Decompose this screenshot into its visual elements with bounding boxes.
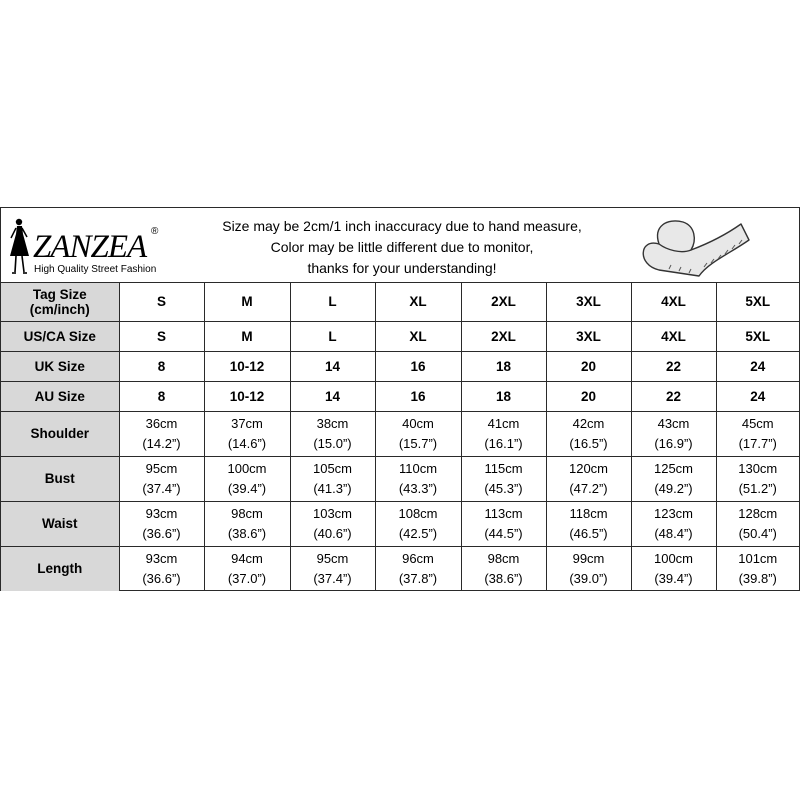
row-label	[1, 351, 119, 381]
inch-value: (39.0”)	[569, 570, 608, 586]
table-row	[1, 546, 799, 591]
table-row	[1, 501, 799, 546]
measuring-tape-icon	[629, 210, 769, 280]
inch-value: (37.0”)	[227, 570, 267, 586]
cm-value: 113cm	[484, 505, 523, 521]
row-label-line: Length	[37, 561, 83, 577]
size-cell: 20	[546, 381, 631, 411]
row-label-line: Bust	[44, 471, 75, 486]
inch-value: (16.9”)	[654, 435, 693, 451]
inch-value: (48.4”)	[654, 525, 693, 541]
size-cell: 18	[461, 351, 546, 381]
row-label	[1, 321, 119, 351]
table-row	[1, 283, 799, 321]
inch-value: (47.2”)	[569, 480, 608, 496]
size-table	[1, 283, 799, 591]
row-label-line: AU Size	[34, 388, 85, 404]
inch-value: (15.0”)	[313, 435, 352, 451]
cm-value: 105cm	[312, 460, 353, 476]
woman-silhouette-icon	[5, 216, 35, 276]
measurement-cell	[119, 501, 204, 546]
table-row	[1, 381, 799, 411]
measurement-cell	[716, 456, 799, 501]
row-label-line: (cm/inch)	[29, 301, 90, 317]
measurement-cell	[204, 456, 290, 501]
cm-value: 45cm	[741, 415, 774, 431]
cm-value: 36cm	[145, 415, 178, 431]
measurement-cell	[546, 546, 631, 591]
inch-value: (49.2”)	[654, 480, 693, 496]
table-row	[1, 351, 799, 381]
size-cell: 16	[375, 351, 461, 381]
measurement-cell	[290, 501, 375, 546]
measurement-cell	[375, 411, 461, 456]
cm-value: 40cm	[402, 415, 434, 431]
cm-value: 41cm	[487, 415, 520, 431]
inch-value: (16.1”)	[484, 435, 523, 451]
size-cell: XL	[375, 283, 461, 321]
inch-value: (43.3”)	[398, 480, 438, 496]
cm-value: 125cm	[653, 460, 694, 476]
cm-value: 43cm	[657, 415, 690, 431]
measurement-cell	[546, 456, 631, 501]
measurement-cell	[546, 411, 631, 456]
size-cell: 10-12	[204, 351, 290, 381]
measurement-cell	[204, 501, 290, 546]
size-cell: L	[290, 283, 375, 321]
measurement-cell	[631, 501, 716, 546]
inch-value: (50.4”)	[738, 525, 777, 541]
cm-value: 94cm	[231, 550, 263, 566]
measurement-cell	[461, 501, 546, 546]
inch-value: (39.8”)	[738, 570, 777, 586]
inch-value: (14.6”)	[227, 435, 267, 451]
row-label	[1, 501, 119, 546]
measurement-cell	[716, 546, 799, 591]
measurement-cell	[461, 456, 546, 501]
notice-line: Color may be little different due to monitor,	[270, 239, 534, 255]
size-cell: 3XL	[546, 321, 631, 351]
cm-value: 123cm	[653, 505, 694, 521]
cm-value: 98cm	[487, 550, 520, 566]
notice-line: Size may be 2cm/1 inch inaccuracy due to hand measure,	[222, 218, 582, 234]
row-label	[1, 456, 119, 501]
measurement-cell	[290, 546, 375, 591]
size-cell: 5XL	[716, 283, 799, 321]
row-label	[1, 411, 119, 456]
row-label-line: US/CA Size	[23, 328, 96, 344]
size-chart	[0, 207, 800, 591]
measurement-cell	[290, 411, 375, 456]
inch-value: (14.2”)	[142, 435, 181, 451]
inch-value: (37.4”)	[313, 570, 352, 586]
inch-value: (17.7”)	[738, 435, 777, 451]
measurement-cell	[204, 411, 290, 456]
cm-value: 128cm	[738, 505, 778, 521]
size-cell: 14	[290, 351, 375, 381]
registered-mark: ®	[151, 226, 159, 237]
measurement-cell	[119, 456, 204, 501]
cm-value: 98cm	[231, 505, 263, 521]
size-cell: 22	[631, 381, 716, 411]
inch-value: (16.5”)	[569, 435, 608, 451]
measurement-cell	[716, 411, 799, 456]
size-cell: 8	[119, 381, 204, 411]
cm-value: 100cm	[227, 460, 267, 476]
inch-value: (42.5”)	[398, 525, 438, 541]
row-label	[1, 381, 119, 411]
notice-line: thanks for your understanding!	[307, 260, 497, 276]
cm-value: 100cm	[653, 550, 694, 566]
size-cell: M	[204, 321, 290, 351]
inch-value: (37.4”)	[142, 480, 181, 496]
brand-logo	[5, 216, 175, 278]
measurement-cell	[375, 456, 461, 501]
size-cell: 22	[631, 351, 716, 381]
size-cell: 2XL	[461, 283, 546, 321]
inch-value: (46.5”)	[569, 525, 608, 541]
size-cell: 5XL	[716, 321, 799, 351]
cm-value: 42cm	[572, 415, 605, 431]
table-row	[1, 456, 799, 501]
size-cell: 3XL	[546, 283, 631, 321]
measurement-cell	[375, 501, 461, 546]
size-cell: 24	[716, 351, 799, 381]
brand-name: ZANZEA	[33, 229, 147, 265]
size-cell: S	[119, 283, 204, 321]
cm-value: 120cm	[568, 460, 609, 476]
measurement-cell	[631, 456, 716, 501]
measurement-cell	[461, 411, 546, 456]
inch-value: (37.8”)	[398, 570, 438, 586]
cm-value: 115cm	[484, 460, 523, 476]
measurement-cell	[119, 411, 204, 456]
size-cell: 14	[290, 381, 375, 411]
size-cell: 24	[716, 381, 799, 411]
cm-value: 95cm	[145, 460, 178, 476]
brand-tagline: High Quality Street Fashion	[34, 264, 157, 275]
row-label-line: Waist	[41, 516, 78, 531]
inch-value: (38.6”)	[227, 525, 267, 541]
size-cell: 10-12	[204, 381, 290, 411]
measurement-cell	[119, 546, 204, 591]
chart-header	[1, 208, 799, 283]
inch-value: (39.4”)	[227, 480, 267, 496]
inch-value: (51.2”)	[738, 480, 777, 496]
table-row	[1, 321, 799, 351]
row-label-line: Tag Size	[32, 286, 87, 302]
cm-value: 96cm	[402, 550, 434, 566]
size-cell: 8	[119, 351, 204, 381]
cm-value: 101cm	[738, 550, 778, 566]
row-label-line: Shoulder	[30, 426, 89, 441]
measurement-cell	[375, 546, 461, 591]
cm-value: 38cm	[316, 415, 349, 431]
inch-value: (38.6”)	[484, 570, 523, 586]
cm-value: 118cm	[569, 505, 608, 521]
table-row	[1, 411, 799, 456]
size-cell: 20	[546, 351, 631, 381]
row-label	[1, 283, 119, 321]
cm-value: 130cm	[738, 460, 778, 476]
size-cell: 16	[375, 381, 461, 411]
size-cell: 4XL	[631, 283, 716, 321]
size-cell: L	[290, 321, 375, 351]
cm-value: 93cm	[145, 550, 178, 566]
cm-value: 110cm	[398, 460, 438, 476]
measurement-cell	[631, 411, 716, 456]
inch-value: (40.6”)	[313, 525, 352, 541]
size-cell: XL	[375, 321, 461, 351]
inch-value: (44.5”)	[484, 525, 523, 541]
measurement-cell	[546, 501, 631, 546]
cm-value: 95cm	[316, 550, 349, 566]
size-cell: 18	[461, 381, 546, 411]
cm-value: 37cm	[231, 415, 263, 431]
inch-value: (41.3”)	[313, 480, 352, 496]
measurement-cell	[461, 546, 546, 591]
inch-value: (45.3”)	[484, 480, 523, 496]
measurement-cell	[716, 501, 799, 546]
size-cell: M	[204, 283, 290, 321]
cm-value: 93cm	[145, 505, 178, 521]
inch-value: (36.6”)	[142, 570, 181, 586]
inch-value: (36.6”)	[142, 525, 181, 541]
size-cell: S	[119, 321, 204, 351]
size-cell: 2XL	[461, 321, 546, 351]
measurement-cell	[290, 456, 375, 501]
inch-value: (15.7”)	[398, 435, 438, 451]
cm-value: 103cm	[312, 505, 353, 521]
measurement-cell	[204, 546, 290, 591]
measurement-cell	[631, 546, 716, 591]
row-label	[1, 546, 119, 591]
measurement-notice	[197, 216, 607, 279]
cm-value: 108cm	[398, 505, 438, 521]
cm-value: 99cm	[572, 550, 605, 566]
inch-value: (39.4”)	[654, 570, 693, 586]
row-label-line: UK Size	[34, 358, 85, 374]
size-cell: 4XL	[631, 321, 716, 351]
